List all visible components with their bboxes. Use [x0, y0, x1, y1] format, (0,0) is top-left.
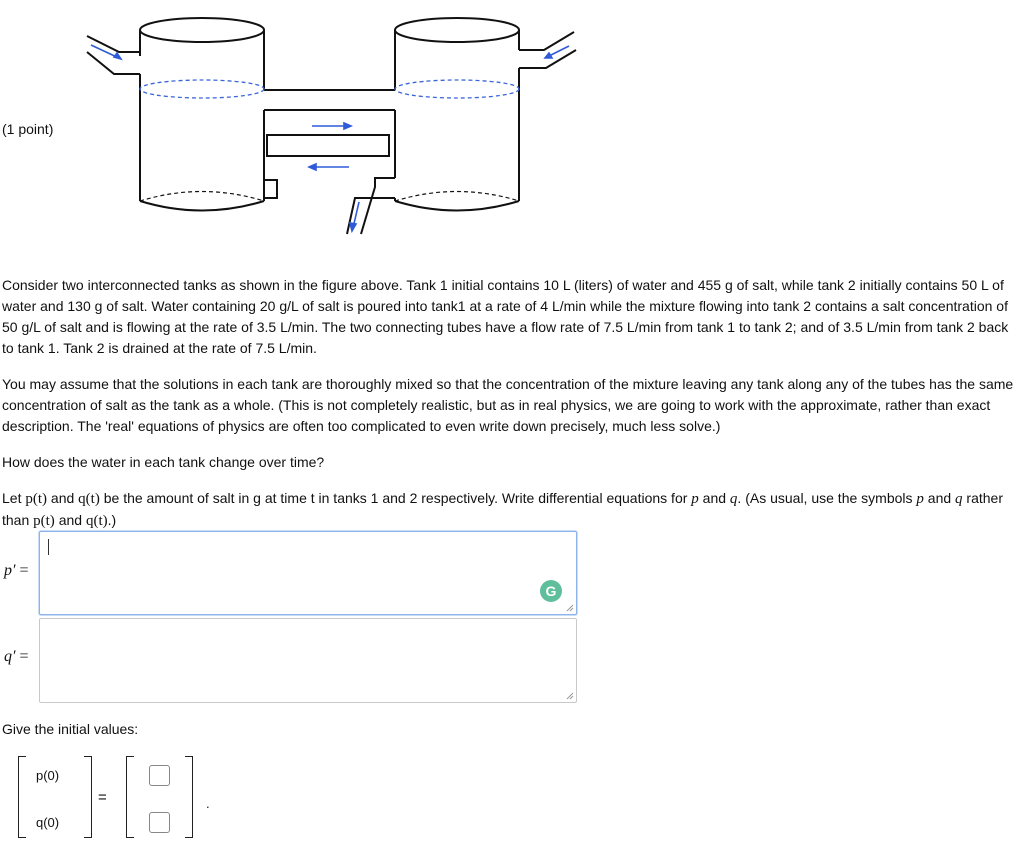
p0-input[interactable]: [149, 765, 170, 786]
left-bracket: [126, 756, 134, 838]
tank2-water-level: [395, 80, 519, 98]
grammarly-icon[interactable]: G: [540, 580, 562, 602]
tank2-bottom: [395, 201, 519, 211]
tank1-walls: [140, 30, 264, 201]
tank-diagram: [59, 2, 621, 259]
right-bracket: [84, 756, 92, 838]
q-prime-input[interactable]: [39, 618, 577, 703]
q-prime-label: q′ =: [4, 648, 29, 665]
p-prime-input[interactable]: [39, 531, 577, 615]
period: .: [206, 796, 210, 811]
text-caret: [48, 539, 49, 555]
left-bracket: [18, 756, 26, 838]
tank1-bottom: [140, 201, 264, 211]
upper-tube: [264, 90, 395, 110]
resize-handle-icon[interactable]: [566, 604, 574, 612]
lower-tube: [267, 135, 389, 156]
tank2-top-rim: [395, 18, 519, 42]
drain-pipe: [264, 178, 395, 234]
problem-paragraph-2: You may assume that the solutions in each tank are thoroughly mixed so that the concentration of the mixture leaving any tank along any of the tubes has the same concentration of salt as the tank as a whole. (This is not completely realistic, but as in real physics, we are going to work with the approximate, rather than exact description. The 'real' equations of physics are often too complicated to even write down precisely, much less solve.): [2, 376, 1014, 434]
inlet-pipe-tank2: [519, 32, 576, 68]
question-text: How does the water in each tank change over time?: [2, 454, 325, 470]
right-bracket: [185, 756, 193, 838]
q0-label: q(0): [36, 815, 60, 830]
tank1-top-rim: [140, 18, 264, 42]
problem-paragraph-1: Consider two interconnected tanks as shown in the figure above. Tank 1 initial contains 10 L (liters) of water and 455 g of salt, while tank 2 initially contains 50 L of water and 130 g of salt. Water containing 20 g/L of salt is poured into tank1 at a rate of 4 L/min while the mixture flowing into tank 2 contains a salt concentration of 50 g/L of salt and is flowing at the rate of 3.5 L/min. The two connecting tubes have a flow rate of 7.5 L/min from tank 1 to tank 2; and of 3.5 L/min from tank 2 back to tank 1. Tank 2 is drained at the rate of 7.5 L/min.: [2, 277, 1009, 356]
instruction-text: Let p(t) and q(t) be the amount of salt in g at time t in tanks 1 and 2 respectively. Write differential equations for p and q. (As usual, use the symbols p and q rather than p(t) and q(t).): [2, 490, 1003, 529]
tank2-walls: [395, 30, 519, 201]
p-prime-label: p′ =: [4, 562, 29, 579]
point-value: (1 point): [2, 121, 54, 137]
equals-sign: =: [98, 789, 107, 806]
resize-handle-icon[interactable]: [566, 692, 574, 700]
tank1-water-level: [140, 80, 264, 98]
q0-input[interactable]: [149, 812, 170, 833]
initial-values-prompt: Give the initial values:: [2, 721, 139, 737]
p0-label: p(0): [36, 768, 60, 783]
